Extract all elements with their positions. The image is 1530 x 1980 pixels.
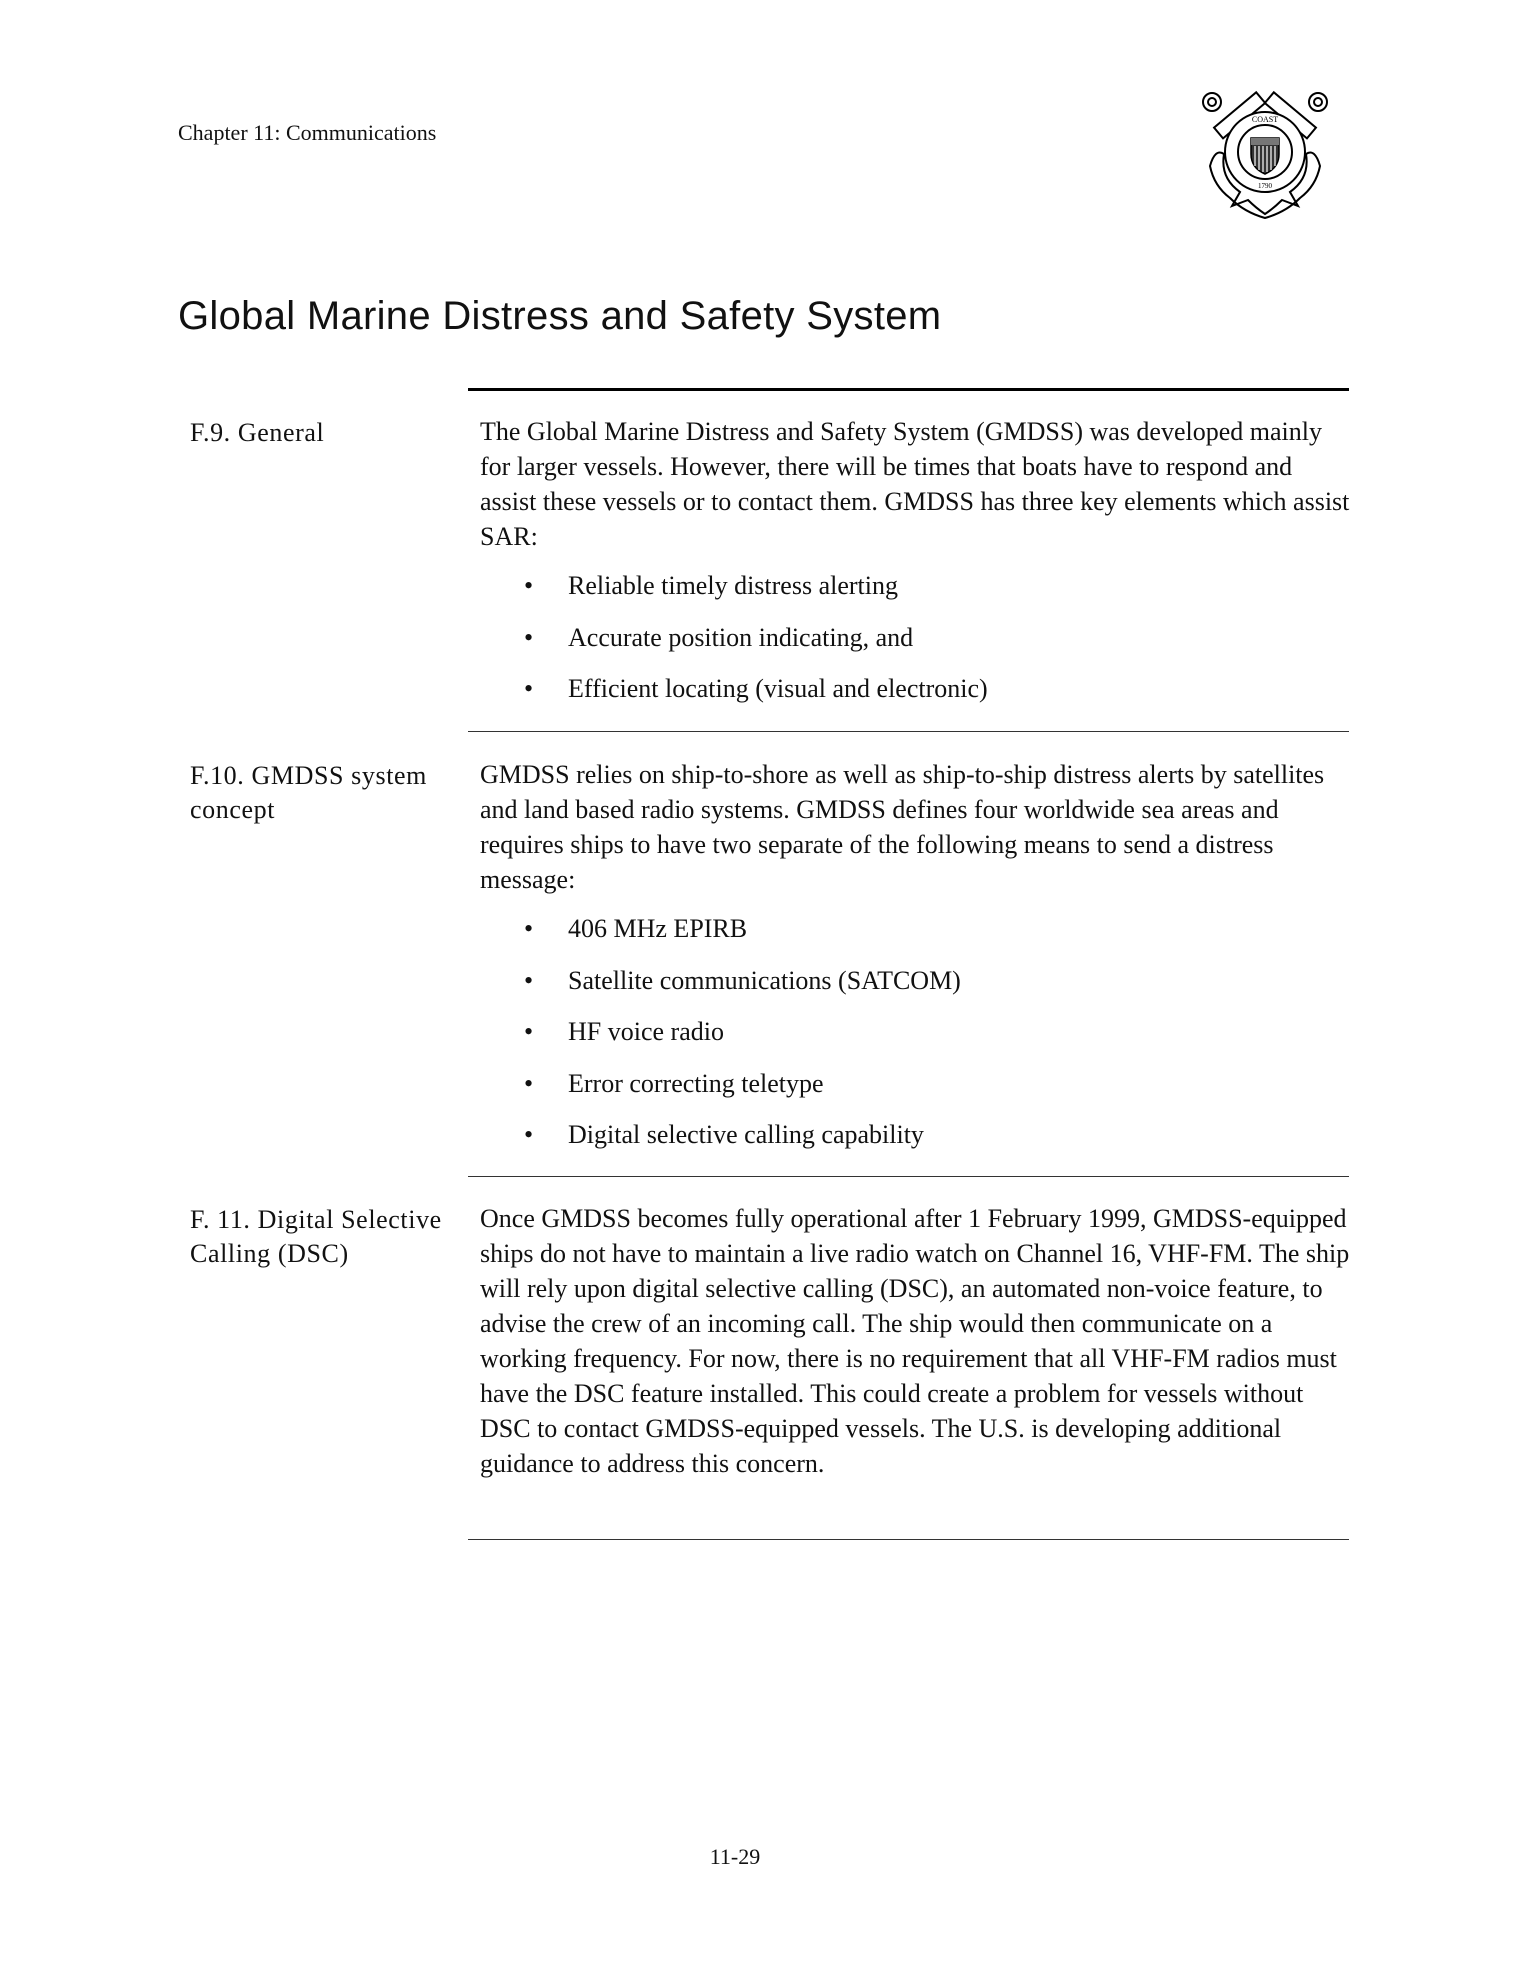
section-divider bbox=[468, 1176, 1349, 1177]
section-paragraph: The Global Marine Distress and Safety System (GMDSS) was developed mainly for larger vessels. However, there will be times that boats have to respond and assist these vessels or to contact them. GMDSS has three key elements which assist SAR: bbox=[480, 417, 1350, 551]
section-paragraph: GMDSS relies on ship-to-shore as well as ship-to-ship distress alerts by satellites and land based radio systems. GMDSS defines four worldwide sea areas and requires ships to have two separate of the following means to send a distress message: bbox=[480, 760, 1325, 894]
page-number: 11-29 bbox=[709, 1844, 761, 1869]
coast-guard-emblem-icon bbox=[1190, 88, 1340, 223]
bullet-icon: • bbox=[524, 571, 534, 600]
bullet-icon: • bbox=[524, 914, 534, 943]
section-divider bbox=[468, 1539, 1349, 1540]
bullet-icon: • bbox=[524, 674, 534, 703]
bullet-icon: • bbox=[524, 1120, 534, 1149]
svg-text:1790: 1790 bbox=[1258, 182, 1272, 190]
list-item: • Efficient locating (visual and electronic) bbox=[480, 663, 1350, 715]
section-body bbox=[480, 757, 1350, 1161]
section-paragraph: Once GMDSS becomes fully operational after 1 February 1999, GMDSS-equipped ships do not have to maintain a live radio watch on Channel 16, VHF-FM. The ship will rely upon digital selective calling (DSC), an automated non-voice feature, to advise the crew of an incoming call. The ship would then communicate on a working frequency. For now, there is no requirement that all VHF-FM radios must have the DSC feature installed. This could create a problem for vessels without DSC to contact GMDSS-equipped vessels. The U.S. is developing additional guidance to address this concern. bbox=[480, 1204, 1350, 1478]
list-item: • Reliable timely distress alerting bbox=[480, 560, 1350, 612]
section-body bbox=[480, 1201, 1350, 1481]
section-body bbox=[480, 414, 1350, 715]
svg-text:COAST: COAST bbox=[1251, 115, 1279, 124]
list-item: • 406 MHz EPIRB bbox=[480, 903, 1350, 955]
section-label: F. 11. Digital Selective Calling (DSC) bbox=[190, 1205, 442, 1268]
bullet-list bbox=[480, 560, 1350, 715]
running-head: Chapter 11: Communications bbox=[178, 120, 437, 145]
bullet-list bbox=[480, 903, 1350, 1161]
page-title: Global Marine Distress and Safety System bbox=[178, 294, 942, 338]
bullet-icon: • bbox=[524, 1017, 534, 1046]
section-divider bbox=[468, 731, 1349, 732]
bullet-icon: • bbox=[524, 965, 534, 995]
list-item: • Accurate position indicating, and bbox=[480, 612, 1350, 664]
section-label: F.9. General bbox=[190, 418, 325, 447]
title-rule bbox=[468, 388, 1349, 391]
section-label: F.10. GMDSS system concept bbox=[190, 761, 427, 824]
list-item: • Satellite communications (SATCOM) bbox=[480, 955, 1350, 1007]
list-item: • Digital selective calling capability bbox=[480, 1109, 1350, 1161]
bullet-icon: • bbox=[524, 622, 534, 652]
bullet-icon: • bbox=[524, 1068, 534, 1098]
list-item: • HF voice radio bbox=[480, 1006, 1350, 1058]
list-item: • Error correcting teletype bbox=[480, 1058, 1350, 1110]
